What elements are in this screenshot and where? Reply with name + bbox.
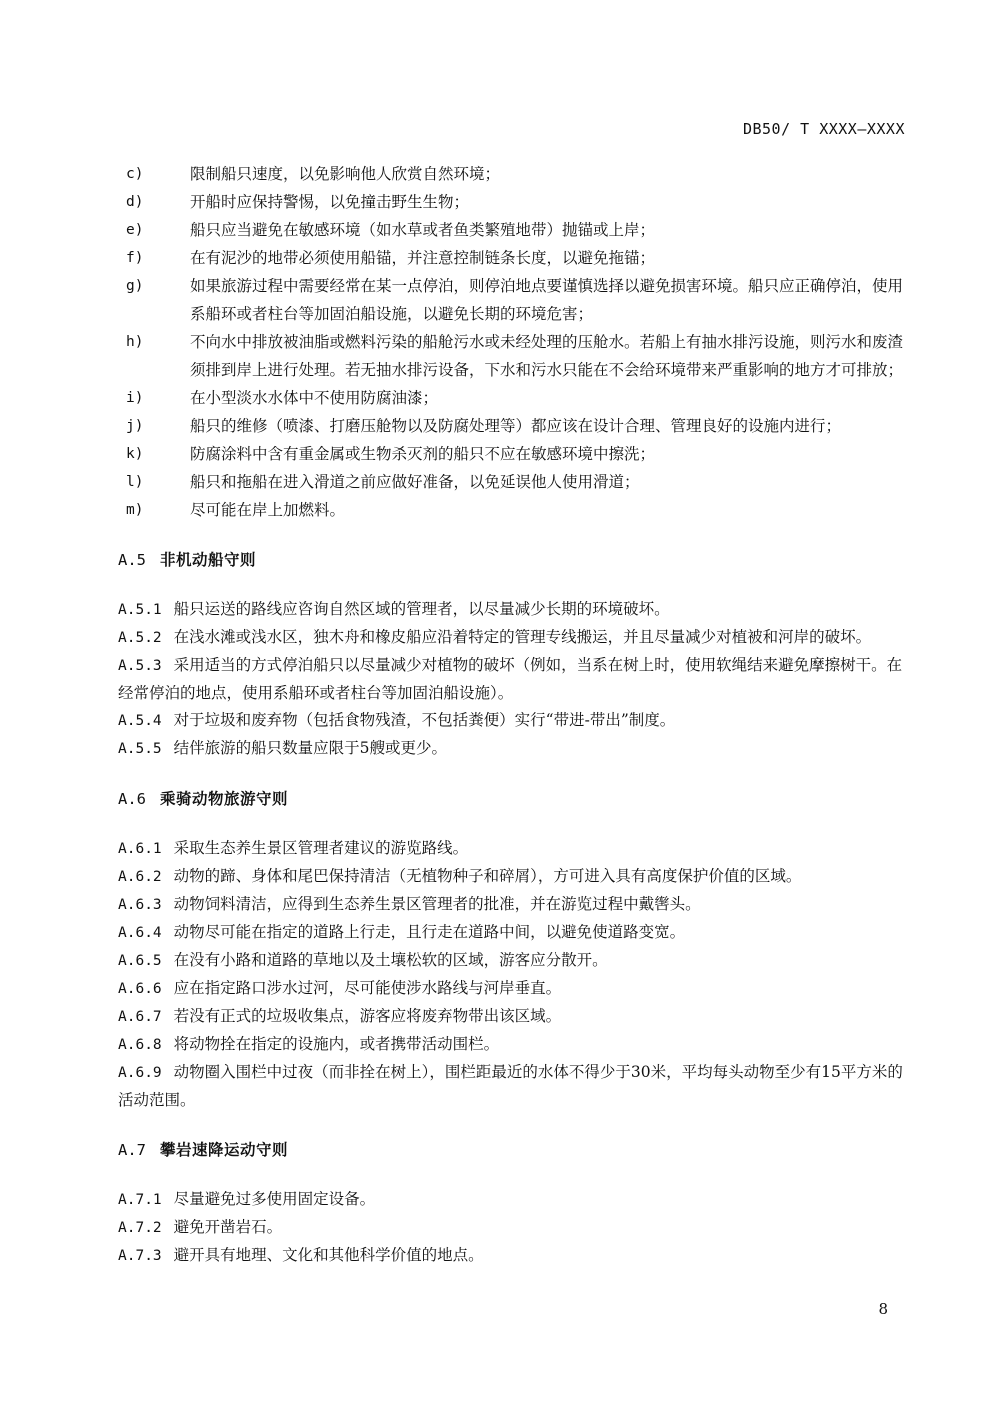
clause [118, 863, 908, 891]
clause-text: 船只运送的路线应咨询自然区域的管理者，以尽量减少长期的环境破坏。 [173, 600, 670, 618]
clause [118, 707, 908, 735]
clause-number: A.6.9 [118, 1065, 162, 1081]
list-item [118, 188, 908, 216]
list-item [118, 160, 908, 188]
clause-text: 结伴旅游的船只数量应限于5艘或更少。 [173, 739, 448, 757]
section-heading [118, 1136, 908, 1164]
clause-text: 动物的蹄、身体和尾巴保持清洁（无植物种子和碎屑），方可进入具有高度保护价值的区域。 [173, 867, 802, 885]
page-number: 8 [878, 1300, 888, 1318]
list-item [118, 440, 908, 468]
list-item-label: f) [126, 250, 144, 266]
list-item-label: l) [126, 474, 144, 490]
list-item-label: g) [126, 278, 144, 294]
clause-text: 采用适当的方式停泊船只以尽量减少对植物的破坏（例如，当系在树上时，使用软绳结来避免摩擦树干。在经常停泊的地点，使用系船环或者柱台等加固泊船设施）。 [118, 656, 903, 702]
list-item-text: 不向水中排放被油脂或燃料污染的船舱污水或未经处理的压舱水。若船上有抽水排污设施，则污水和废渣须排到岸上进行处理。若无抽水排污设备，下水和污水只能在不会给环境带来严重影响的地方才可排放； [190, 333, 904, 379]
clause [118, 1003, 908, 1031]
list-item [118, 496, 908, 524]
clause-number: A.7.1 [118, 1192, 162, 1208]
clause-group [118, 1186, 908, 1270]
clause-number: A.5.1 [118, 602, 162, 618]
clause [118, 919, 908, 947]
clause-text: 避免开凿岩石。 [173, 1218, 283, 1236]
clause-number: A.6.6 [118, 981, 162, 997]
section-number: A.5 [118, 551, 146, 569]
clause [118, 975, 908, 1003]
clause-text: 采取生态养生景区管理者建议的游览路线。 [173, 839, 469, 857]
document-code: DB50/ T XXXX—XXXX [742, 120, 905, 138]
list-items [118, 160, 908, 524]
section-number: A.6 [118, 790, 146, 808]
clause-number: A.5.3 [118, 658, 162, 674]
section-heading [118, 546, 908, 574]
clause-text: 应在指定路口涉水过河，尽可能使涉水路线与河岸垂直。 [173, 979, 562, 997]
sections [118, 546, 908, 1270]
clause-number: A.6.3 [118, 897, 162, 913]
clause [118, 835, 908, 863]
list-item-text: 防腐涂料中含有重金属或生物杀灭剂的船只不应在敏感环境中擦洗； [190, 445, 656, 463]
clause-text: 在没有小路和道路的草地以及土壤松软的区域，游客应分散开。 [173, 951, 608, 969]
list-item [118, 412, 908, 440]
clause-text: 动物圈入围栏中过夜（而非拴在树上），围栏距最近的水体不得少于30米，平均每头动物至少有15平方米的活动范围。 [118, 1063, 903, 1109]
clause [118, 1031, 908, 1059]
clause-number: A.6.8 [118, 1037, 162, 1053]
clause [118, 891, 908, 919]
list-item [118, 328, 908, 384]
clause-text: 对于垃圾和废弃物（包括食物残渣，不包括粪便）实行“带进-带出”制度。 [173, 711, 676, 729]
page-content [118, 160, 908, 1270]
section-title: 乘骑动物旅游守则 [160, 790, 289, 808]
list-item-label: d) [126, 194, 144, 210]
clause-number: A.6.5 [118, 953, 162, 969]
clause-number: A.7.2 [118, 1220, 162, 1236]
list-item-text: 船只应当避免在敏感环境（如水草或者鱼类繁殖地带）抛锚或上岸； [190, 221, 656, 239]
list-item-label: i) [126, 390, 144, 406]
section-heading [118, 785, 908, 813]
clause-text: 尽量避免过多使用固定设备。 [173, 1190, 376, 1208]
clause-number: A.5.2 [118, 630, 162, 646]
list-item-label: e) [126, 222, 144, 238]
clause-number: A.6.7 [118, 1009, 162, 1025]
clause-number: A.7.3 [118, 1248, 162, 1264]
clause-text: 避开具有地理、文化和其他科学价值的地点。 [173, 1246, 484, 1264]
clause-number: A.6.1 [118, 841, 162, 857]
list-item [118, 272, 908, 328]
list-item [118, 468, 908, 496]
clause [118, 596, 908, 624]
clause [118, 1214, 908, 1242]
clause-number: A.5.5 [118, 741, 162, 757]
clause [118, 735, 908, 763]
clause-text: 将动物拴在指定的设施内，或者携带活动围栏。 [173, 1035, 500, 1053]
section-title: 非机动船守则 [160, 551, 257, 569]
clause-number: A.6.2 [118, 869, 162, 885]
clause [118, 947, 908, 975]
clause [118, 1059, 908, 1114]
list-item-label: j) [126, 418, 144, 434]
clause-text: 在浅水滩或浅水区，独木舟和橡皮船应沿着特定的管理专线搬运，并且尽量减少对植被和河岸的破坏。 [173, 628, 872, 646]
list-item-text: 在小型淡水水体中不使用防腐油漆； [190, 389, 439, 407]
clause-text: 动物饲料清洁，应得到生态养生景区管理者的批准，并在游览过程中戴辔头。 [173, 895, 701, 913]
clause-text: 若没有正式的垃圾收集点，游客应将废弃物带出该区域。 [173, 1007, 562, 1025]
list-item-text: 船只的维修（喷漆、打磨压舱物以及防腐处理等）都应该在设计合理、管理良好的设施内进行； [190, 417, 842, 435]
list-item-text: 限制船只速度，以免影响他人欣赏自然环境； [190, 165, 501, 183]
clause-group [118, 835, 908, 1114]
list-item-text: 开船时应保持警惕，以免撞击野生生物； [190, 193, 470, 211]
section-number: A.7 [118, 1141, 146, 1159]
list-item [118, 384, 908, 412]
clause-text: 动物尽可能在指定的道路上行走，且行走在道路中间，以避免使道路变宽。 [173, 923, 686, 941]
list-item-text: 在有泥沙的地带必须使用船锚，并注意控制链条长度，以避免拖锚； [190, 249, 656, 267]
list-item-text: 船只和拖船在进入滑道之前应做好准备，以免延误他人使用滑道； [190, 473, 640, 491]
list-item-label: c) [126, 166, 144, 182]
list-item-label: k) [126, 446, 144, 462]
clause [118, 1186, 908, 1214]
clause [118, 652, 908, 707]
list-item-label: m) [126, 502, 144, 518]
list-item [118, 244, 908, 272]
clause [118, 1242, 908, 1270]
list-item [118, 216, 908, 244]
clause-group [118, 596, 908, 763]
list-item-text: 如果旅游过程中需要经常在某一点停泊，则停泊地点要谨慎选择以避免损害环境。船只应正确停泊，使用系船环或者柱台等加固泊船设施，以避免长期的环境危害； [190, 277, 904, 323]
clause-number: A.5.4 [118, 713, 162, 729]
list-item-text: 尽可能在岸上加燃料。 [190, 501, 346, 519]
clause-number: A.6.4 [118, 925, 162, 941]
list-item-label: h) [126, 334, 144, 350]
section-title: 攀岩速降运动守则 [160, 1141, 289, 1159]
clause [118, 624, 908, 652]
